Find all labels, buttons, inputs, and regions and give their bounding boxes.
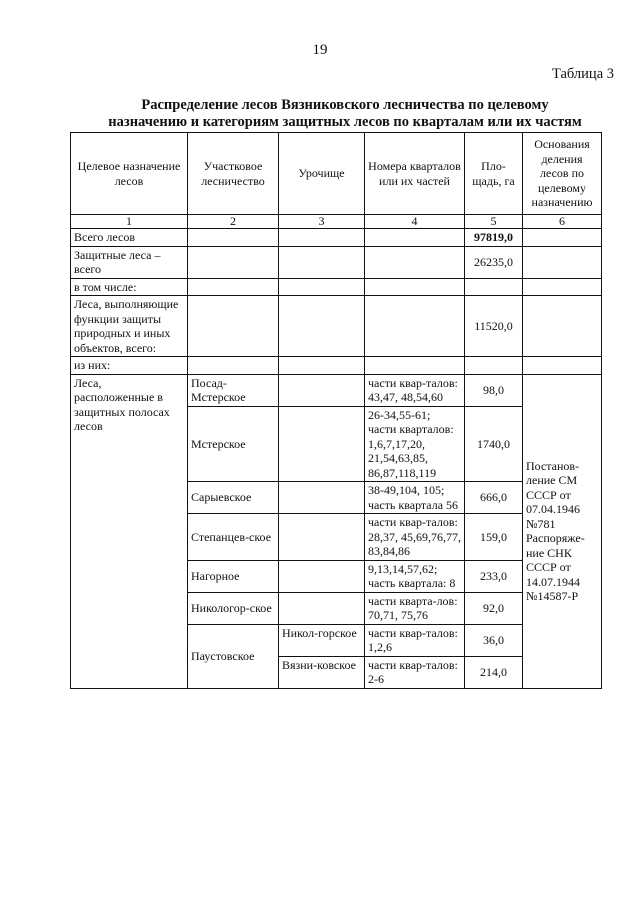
table-row: [71, 229, 602, 247]
row-area: 233,0: [465, 560, 523, 592]
column-number: 1: [71, 215, 188, 229]
quarter-numbers: 9,13,14,57,62; часть квартала: 8: [365, 560, 465, 592]
table-label: Таблица 3: [551, 66, 614, 82]
row-label: Защитные леса – всего: [71, 246, 188, 278]
column-number: 4: [365, 215, 465, 229]
header-forestry: Участковое лесничество: [188, 133, 279, 215]
row-area: 214,0: [465, 656, 523, 688]
table-row: [71, 246, 602, 278]
quarter-numbers: части квар-талов: 2-6: [365, 656, 465, 688]
row-label: Леса, расположенные в защитных полосах лесов: [71, 374, 188, 688]
header-basis: Основания деления лесов по целевому назначению: [523, 133, 602, 215]
column-number-row: [71, 215, 602, 229]
row-area: 11520,0: [465, 296, 523, 357]
forestry-name: Мстерское: [188, 406, 279, 482]
tract-name: [279, 406, 365, 482]
quarter-numbers: части кварта-лов: 70,71, 75,76: [365, 592, 465, 624]
row-area: 666,0: [465, 482, 523, 514]
row-area: 98,0: [465, 374, 523, 406]
forestry-name: Паустовское: [188, 624, 279, 688]
page-number: 19: [312, 42, 328, 58]
header-row: [71, 133, 602, 215]
quarter-numbers: части квар-талов: 1,2,6: [365, 624, 465, 656]
column-number: 3: [279, 215, 365, 229]
forestry-name: Нагорное: [188, 560, 279, 592]
tract-name: [279, 374, 365, 406]
document-title: [80, 97, 610, 131]
column-number: 6: [523, 215, 602, 229]
quarter-numbers: части квар-талов: 43,47, 48,54,60: [365, 374, 465, 406]
header-quarters: Номера кварталов или их частей: [365, 133, 465, 215]
tract-name: [279, 482, 365, 514]
row-area: 159,0: [465, 514, 523, 561]
table-row: [71, 357, 602, 375]
forestry-name: Сарыевское: [188, 482, 279, 514]
tract-name: Вязни-ковское: [279, 656, 365, 688]
quarter-numbers: 26-34,55-61; части кварталов: 1,6,7,17,20, 21,54,63,85, 86,87,118,119: [365, 406, 465, 482]
header-tract: Урочище: [279, 133, 365, 215]
table-row: [71, 296, 602, 357]
basis-text: Постанов-ление СМ СССР от 07.04.1946 №781 Распоряже-ние СНК СССР от 14.07.1944 №14587-Р: [523, 374, 602, 688]
column-number: 5: [465, 215, 523, 229]
row-label: из них:: [71, 357, 188, 375]
forestry-name: Никологор-ское: [188, 592, 279, 624]
title-line-1: Распределение лесов Вязниковского лесничества по целевому: [141, 97, 549, 113]
tract-name: [279, 560, 365, 592]
table-row: [71, 374, 602, 406]
header-area: Пло-щадь, га: [465, 133, 523, 215]
table-row: [71, 278, 602, 296]
row-area: 92,0: [465, 592, 523, 624]
row-label: в том числе:: [71, 278, 188, 296]
forest-distribution-table: [70, 132, 602, 689]
quarter-numbers: части квар-талов: 28,37, 45,69,76,77, 83,84,86: [365, 514, 465, 561]
tract-name: [279, 514, 365, 561]
header-purpose: Целевое назначение лесов: [71, 133, 188, 215]
row-area: 1740,0: [465, 406, 523, 482]
title-line-2: назначению и категориям защитных лесов по кварталам или их частям: [108, 114, 582, 130]
row-label: Леса, выполняющие функции защиты природных и иных объектов, всего:: [71, 296, 188, 357]
row-area: 26235,0: [465, 246, 523, 278]
row-area: 36,0: [465, 624, 523, 656]
column-number: 2: [188, 215, 279, 229]
forestry-name: Степанцев-ское: [188, 514, 279, 561]
row-label: Всего лесов: [71, 229, 188, 247]
tract-name: [279, 592, 365, 624]
quarter-numbers: 38-49,104, 105; часть квартала 56: [365, 482, 465, 514]
forestry-name: Посад-Мстерское: [188, 374, 279, 406]
row-area: 97819,0: [465, 229, 523, 247]
tract-name: Никол-горское: [279, 624, 365, 656]
